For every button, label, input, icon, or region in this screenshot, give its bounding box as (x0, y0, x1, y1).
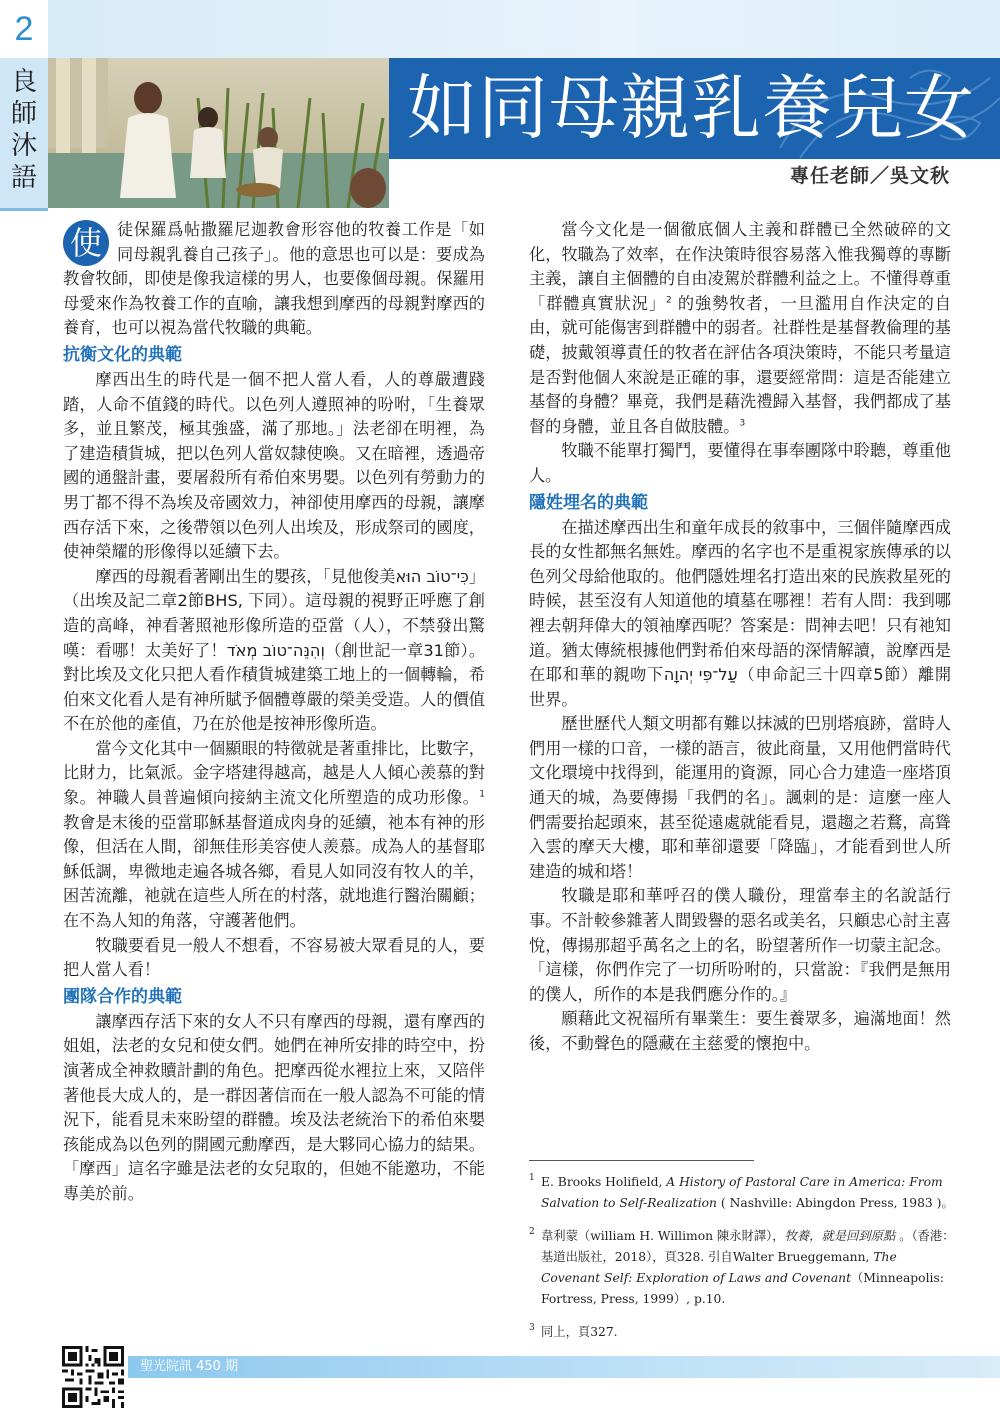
paragraph-text: 教會是末後的亞當耶穌基督道成肉身的延續，祂本有神的形像，但活在人間，卻無佳形美容使人羨慕。成為人的基督耶穌低調，卑微地走遍各城各鄉，看見人如同沒有牧人的羊，困苦流離，祂就在這些人所在的村落，就地進行醫治關顧；在不為人知的角落，守護著他們。 (63, 812, 485, 931)
section-heading: 隱姓埋名的典範 (529, 492, 648, 513)
footnote-text: 韋利蒙（william H. Willimon 陳永財譯）， (541, 1229, 785, 1243)
sidebar-divider (0, 208, 48, 211)
article-column-left (63, 218, 485, 1207)
footer-bar (128, 1356, 1000, 1378)
footnote (529, 1226, 959, 1310)
footnote-book-title: 牧養，就是回到原點 (784, 1229, 896, 1243)
paragraph (529, 516, 951, 713)
footnote-ref: 3 (739, 418, 746, 429)
paragraph-text: 徒保羅爲帖撒羅尼迦教會形容他的牧養工作是「如同母親乳養自己孩子」。他的意思也可以是：要成為教會牧師，即使是像我這樣的男人，也要像個母親。保羅用母愛來作為牧養工作的直喻，讓我想到摩西的母親對摩西的養育，也可以視為當代牧職的典範。 (63, 220, 485, 338)
paragraph-text: （申命記三十四章5節）離開世界。 (529, 665, 952, 709)
title-banner (389, 58, 1000, 159)
paragraph-text: 摩西的母親看著剛出生的嬰孩，「見他俊美 (95, 566, 396, 586)
paragraph (63, 218, 485, 341)
footnote-ref: 1 (479, 789, 485, 800)
paragraph (63, 565, 485, 737)
footnote-text: 。（香港：基道出版社，2018），頁328. 引自Walter Brueggemann, (541, 1229, 955, 1264)
column-title-char: 語 (10, 163, 37, 193)
paragraph: 摩西出生的時代是一個不把人當人看，人的尊嚴遭踐踏，人命不值錢的時代。以色列人遵照神的吩咐，「生養眾多，並且繁茂，極其強盛，滿了那地。」法老卻在明裡，為了建造積貨城，把以色列人當奴隸使喚。又在暗裡，透過帝國的通盤計畫，要屠殺所有希伯來男嬰。以色列有勞動力的男丁都不得不為埃及帝國效力，神卻使用摩西的母親，讓摩西存活下來，之後帶領以色列人出埃及，形成祭司的國度，使神榮耀的形像得以延續下去。 (63, 369, 485, 562)
qr-code-icon[interactable] (62, 1346, 124, 1408)
footnote (529, 1322, 959, 1343)
footnote-number: 3 (529, 1323, 535, 1333)
page-title: 如同母親乳養兒女 (407, 67, 975, 149)
section-heading: 團隊合作的典範 (63, 986, 182, 1007)
paragraph: 歷世歷代人類文明都有難以抹滅的巴別塔痕跡，當時人們用一樣的口音，一樣的語言，彼此商量，又用他們當時代文化環境中找得到，能運用的資源，同心合力建造一座塔頂通天的城，為要傳揚「我們的名」。諷刺的是：這麼一座人們需要抬起頭來，甚至從遠處就能看見，還趨之若鶩，高聳入雲的摩天大樓，耶和華卻還要「降臨」，才能看到世人所建造的城和塔！ (529, 714, 951, 881)
drop-cap: 使 (63, 220, 109, 266)
paragraph: 牧職是耶和華呼召的僕人職份，理當奉主的名說話行事。不計較參雜著人間毀譽的惡名或美名，只顧忠心討主喜悅，傳揚那超乎萬名之上的名，盼望著所作一切蒙主記念。「這樣，你們作完了一切所吩咐的，只當說：『我們是無用的僕人，所作的本是我們應分作的。』 (529, 886, 951, 1004)
footnote-divider (529, 1160, 754, 1161)
paragraph-text: 在描述摩西出生和童年成長的敘事中，三個伴隨摩西成長的女性都無名無姓。摩西的名字也不是重視家族傳承的以色列父母給他取的。他們隱姓埋名打造出來的民族救星死的時候，甚至沒有人知道他的墳墓在哪裡！若有人問：我到哪裡去朝拜偉大的領袖摩西呢？答案是：問神去吧！只有祂知道。猶太傳統根據他們對希伯來母語的深情解讀，說摩西是在耶和華的親吻下 (529, 517, 951, 685)
footnote-text: E. Brooks Holifield, (541, 1175, 667, 1189)
footnote (529, 1172, 959, 1214)
footnote-book-title: The Covenant Self: Exploration of Laws and Covenant (541, 1250, 897, 1285)
paragraph: 牧職要看見一般人不想看，不容易被大眾看見的人，要把人當人看！ (63, 935, 485, 980)
footnote-book-title: A History of Pastoral Care in America: From Salvation to Self-Realization (541, 1175, 943, 1210)
header-illustration (48, 58, 389, 208)
hebrew-text: עַל־פִּי יְהוָה (663, 665, 738, 685)
paragraph-text: 的強勢牧者，一旦濫用自作決定的自由，就可能傷害到群體中的弱者。社群性是基督教倫理的基礎，披戴領導責任的牧者在評估各項決策時，不能只考量這是否對他個人來說是正確的事，還要經常問：這是否能建立基督的身體？畢竟，我們是藉洗禮歸入基督，我們都成了基督的身體，並且各自做肢體。 (529, 293, 951, 436)
paragraph: 願藉此文祝福所有畢業生：要生養眾多，遍滿地面！然後，不動聲色的隱藏在主慈愛的懷抱中。 (529, 1009, 951, 1053)
hebrew-text: כִּי־טוֹב הוּא (395, 566, 469, 586)
footnote-text: （Minneapolis: Fortress, Press, 1999）, p.10. (541, 1271, 944, 1306)
footnote-text: 同上，頁327. (541, 1325, 618, 1339)
author: 專任老師／吳文秋 (789, 165, 950, 187)
paragraph-text: 當今文化其中一個顯眼的特徵就是著重排比，比數字，比財力，比氣派。金字塔建得越高，越是人人傾心羨慕的對象。神職人員普遍傾向接納主流文化所塑造的成功形像。 (63, 738, 485, 808)
hebrew-text: וְהִנֵּה־טוֹב מְאֹד (226, 640, 325, 660)
footnote-number: 1 (529, 1173, 535, 1183)
author-row (389, 159, 1000, 208)
header-band (48, 0, 1000, 58)
paragraph (529, 218, 951, 439)
paragraph (63, 737, 485, 934)
footnote-number: 2 (529, 1227, 535, 1237)
footnotes (529, 1172, 959, 1355)
paragraph-text: （創世記一章31節）。對比埃及文化只把人看作積貨城建築工地上的一個轉輪，希伯來文化看人是有神所賦予個體尊嚴的榮美受造。人的價值不在於他的產值，乃在於他是按神形像所造。 (63, 640, 486, 734)
footer-text: 聖光院訊 450 期 (140, 1359, 239, 1374)
footnote-ref: 2 (666, 295, 672, 306)
section-heading: 抗衡文化的典範 (63, 344, 182, 365)
paragraph-text: 」（出埃及記二章2節BHS, 下同）。這母親的視野正呼應了創造的高峰，神看著照祂形像所造的亞當（人），不禁發出驚嘆：看哪！太美好了！ (63, 566, 486, 660)
illustration-image (48, 58, 389, 208)
footnote-text: ( Nashville: Abingdon Press, 1983 )。 (716, 1196, 954, 1210)
article-column-right (529, 218, 951, 1057)
paragraph: 牧職不能單打獨鬥，要懂得在事奉團隊中聆聽，尊重他人。 (529, 441, 951, 485)
page-number: 2 (0, 0, 48, 58)
paragraph-text: 當今文化是一個徹底個人主義和群體已全然破碎的文化，牧職為了效率，在作決策時很容易落入惟我獨尊的專斷主義，讓自主個體的自由凌駕於群體利益之上。不懂得尊重「群體真實狀況」 (529, 220, 951, 313)
paragraph: 讓摩西存活下來的女人不只有摩西的母親，還有摩西的姐姐，法老的女兒和使女們。她們在神所安排的時空中，扮演著成全神救贖計劃的角色。把摩西從水裡拉上來，又陪伴著他長大成人的，是一群因著信而在一般人認為不可能的情況下，能看見未來盼望的群體。埃及法老統治下的希伯來嬰孩能成為以色列的開國元勳摩西，是大夥同心協力的結果。「摩西」這名字雖是法老的女兒取的，但她不能邀功，不能專美於前。 (63, 1011, 485, 1203)
column-title-char: 良 (10, 67, 37, 97)
column-title-char: 師 (10, 99, 37, 129)
column-title (2, 66, 46, 194)
column-title-char: 沐 (10, 131, 37, 161)
